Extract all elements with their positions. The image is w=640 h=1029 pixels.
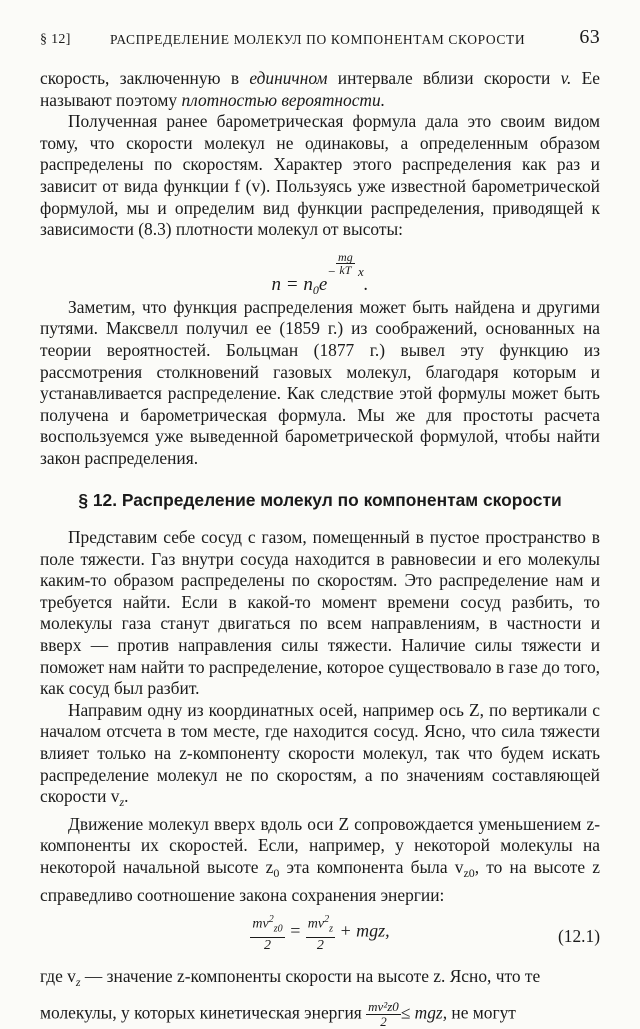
- page-body: [40, 68, 600, 1029]
- barometric-formula: $n = n_0e^{- \frac{mg}{kT} x}$.: [271, 249, 369, 297]
- energy-conservation-formula: $\frac{mv^2_{z0}}{2}$ = $\frac{mv^2_z}{2}$ + mgz, (12.1): [252, 914, 600, 953]
- running-header: [40, 26, 600, 54]
- paragraph-7: где $v_z$ — значение z-компоненты скорости на высоте z. Ясно, что те: [40, 966, 541, 990]
- equation-number: (12.1): [557, 926, 600, 947]
- paragraph-2: Полученная ранее барометрическая формула дала это своим видом тому, что скорости молекул не одинаковы, а определенным образом распределены по скоростям. Характер этого распределения как раз и зависит от вида функции f (v). Пользуясь уже известной барометрической формулой, мы и определим вид функции распределения, приводящей к зависимости (8.3) плотности молекул от высоты:: [40, 111, 600, 240]
- paragraph-1: скорость, заключенную в единичном интервале вблизи скорости v. Ее называют поэтому плотностью вероятности.: [40, 68, 600, 110]
- paragraph-4: Представим себе сосуд с газом, помещенный в пустое пространство в поле тяжести. Газ внутри сосуда находится в равновесии и его молекулы каким-то образом распределены по скоростям. Это распределение нам и требуется найти. Если в какой-то момент времени сосуд разбить, то молекулы газа станут двигаться по всем направлениям, в частности и вверх — против направления силы тяжести. Наличие силы тяжести и поможет нам найти то распределение, которое существовало в газе до того, как сосуд был разбит.: [40, 527, 600, 699]
- paragraph-5: Направим одну из координатных осей, например ось Z, по вертикали с началом отсчета в том месте, где находится сосуд. Ясно, что сила тяжести влияет только на z-компоненту скорости молекул, так что будем искать распределение молекул не по скоростям, а по значениям составляющей скорости $v_z$.: [40, 699, 600, 810]
- header-title: РАСПРЕДЕЛЕНИЕ МОЛЕКУЛ ПО КОМПОНЕНТАМ СКОРОСТИ: [110, 32, 526, 47]
- header-section-ref: § 12]: [40, 32, 71, 47]
- section-heading: § 12. Распределение молекул по компонентам скорости: [78, 489, 562, 510]
- paragraph-8: молекулы, у которых кинетическая энергия $\frac{\text{mv²z0}}{2}$ ≤ mgz, не могут: [40, 998, 516, 1029]
- page-number: 63: [579, 26, 600, 48]
- paragraph-6: Движение молекул вверх вдоль оси Z сопровождается уменьшением z-компоненты их скоростей. Если, например, у некоторой молекулы на некоторой начальной высоте $z_0$ эта компонента была $v_{z0}$, то на высоте z справедливо соотношение закона сохранения энергии:: [40, 813, 601, 905]
- paragraph-3: Заметим, что функция распределения может быть найдена и другими путями. Максвелл получил ее (1859 г.) из соображений, основанных на теории вероятностей. Больцман (1877 г.) вывел эту функцию из рассмотрения столкновений газовых молекул, благодаря которым и устанавливается распределение. Как следствие этой формулы может быть получена и барометрическая формула. Мы же для простоты расчета воспользуемся уже выведенной барометрической формулой, чтобы найти закон распределения.: [40, 296, 600, 468]
